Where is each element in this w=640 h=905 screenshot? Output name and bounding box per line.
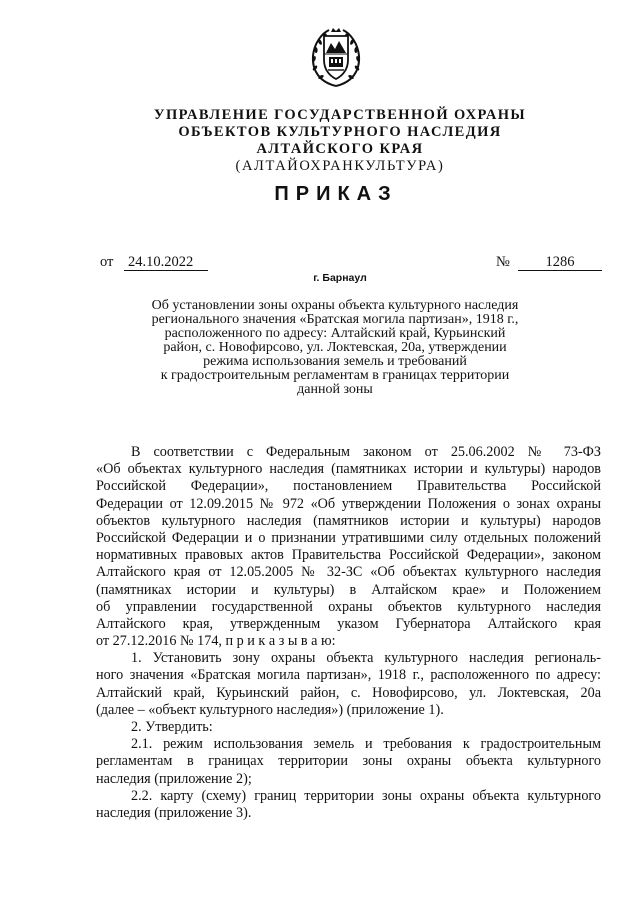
agency-name-line-2: ОБЪЕКТОВ КУЛЬТУРНОГО НАСЛЕДИЯ: [178, 124, 502, 140]
body-line: ного значения «Братская могила партизан», 1918 г., расположенного по адресу:: [96, 667, 601, 684]
agency-name-line-1: УПРАВЛЕНИЕ ГОСУДАРСТВЕННОЙ ОХРАНЫ: [153, 107, 527, 123]
body-line: объектов культурного наследия (памятников истории и культуры) народов: [96, 512, 601, 529]
body-line: 2.1. режим использования земель и требования к градостроительным: [131, 736, 601, 753]
body-line: Российской Федерации», постановлением Правительства Российской: [96, 478, 601, 495]
body-line: Алтайского края, утвержденным указом Губернатора Алтайского края: [96, 615, 601, 632]
document-title: ПРИКАЗ: [274, 183, 398, 205]
body-line: (далее – «объект культурного наследия») (приложение 1).: [96, 701, 444, 718]
order-subject: [110, 299, 560, 397]
body-line: об управлении государственной охраны объектов культурного наследия: [96, 598, 601, 615]
subject-line: регионального значения «Братская могила партизан», 1918 г.,: [151, 312, 519, 327]
city: г. Барнаул: [313, 272, 367, 284]
body-line: (памятниках истории и культуры) в Алтайском крае» и Положением: [96, 581, 601, 598]
body-line: Алтайского края от 12.05.2005 № 32-ЗС «Об объектах культурного наследия: [96, 564, 601, 581]
agency-name-line-3: АЛТАЙСКОГО КРАЯ: [256, 141, 424, 157]
subject-line: район, с. Новофирсово, ул. Локтевская, 20а, утверждении: [163, 340, 507, 355]
body-line: регламентам в границах территории зоны охраны объекта культурного: [96, 753, 601, 770]
agency-short-name: (АЛТАЙОХРАНКУЛЬТУРА): [235, 158, 445, 174]
subject-line: расположенного по адресу: Алтайский край, Курьинский: [164, 326, 506, 341]
subject-line: к градостроительным регламентам в границах территории: [160, 368, 510, 383]
subject-line: режима использования земель и требований: [203, 354, 467, 369]
number-sign: №: [496, 254, 510, 270]
body-line: наследия (приложение 3).: [96, 804, 252, 821]
order-number: 1286: [518, 254, 602, 271]
coat-of-arms-emblem: [309, 26, 363, 88]
order-body: [96, 444, 601, 822]
body-line: «Об объектах культурного наследия (памятниках истории и культуры) народов: [96, 461, 601, 478]
body-line: 2. Утвердить:: [131, 719, 213, 735]
body-line: нормативных правовых актов Правительства Российской Федерации», законом: [96, 547, 601, 564]
body-line: Российской Федерации и о признании утратившими силу отдельных положений: [96, 529, 601, 546]
body-line: от 27.12.2016 № 174, п р и к а з ы в а ю:: [96, 633, 336, 650]
date-prefix: от: [100, 254, 114, 270]
body-line: 2.2. карту (схему) границ территории зоны охраны объекта культурного: [131, 787, 601, 804]
order-date: 24.10.2022: [124, 254, 208, 271]
body-line: В соответствии с Федеральным законом от 25.06.2002 № 73-ФЗ: [131, 444, 601, 460]
body-line: Федерации от 12.09.2015 № 972 «Об утверждении Положения о зонах охраны: [96, 495, 601, 512]
agency-header: [0, 107, 640, 175]
body-line: 1. Установить зону охраны объекта культурного наследия региональ-: [131, 650, 601, 667]
body-line: Алтайский край, Курьинский район, с. Новофирсово, ул. Локтевская, 20а: [96, 684, 601, 701]
subject-line: данной зоны: [297, 382, 373, 397]
subject-line: Об установлении зоны охраны объекта культурного наследия: [151, 298, 519, 313]
body-line: наследия (приложение 2);: [96, 770, 252, 787]
